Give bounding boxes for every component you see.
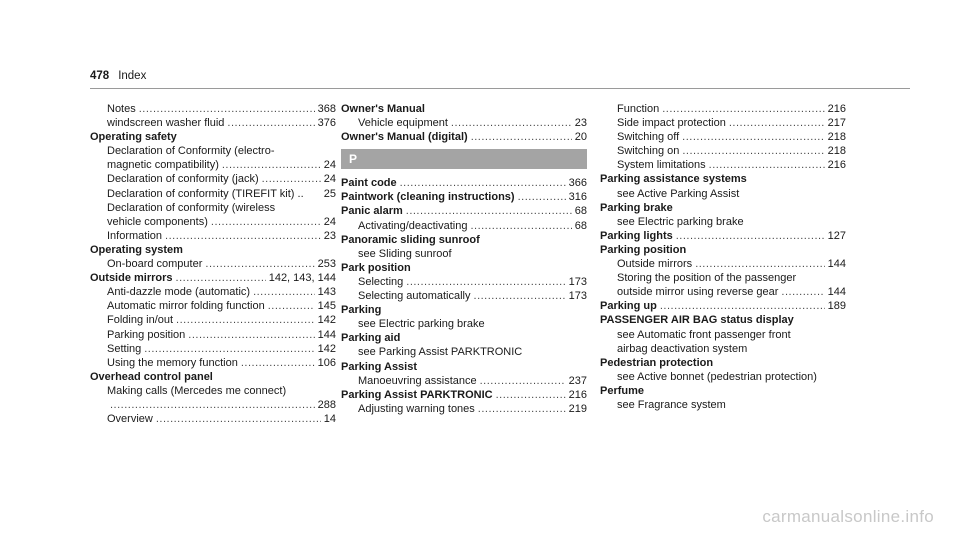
page-reference[interactable]: 24 bbox=[323, 215, 336, 228]
dot-leader bbox=[451, 116, 572, 130]
page-reference[interactable]: 218 bbox=[827, 145, 846, 158]
index-subentry bbox=[90, 398, 336, 412]
entry-text: see Electric parking brake bbox=[617, 215, 744, 228]
index-subentry bbox=[90, 412, 336, 426]
index-entry bbox=[600, 229, 846, 243]
dot-leader bbox=[139, 102, 315, 116]
page-reference[interactable]: 237 bbox=[568, 374, 587, 387]
entry-text: Panoramic sliding sunroof bbox=[341, 233, 480, 246]
entry-text: Storing the position of the passenger bbox=[617, 272, 797, 285]
index-entry bbox=[341, 204, 587, 218]
index-entry bbox=[341, 303, 587, 317]
index-subentry bbox=[90, 384, 336, 398]
entry-text: Owner's Manual bbox=[341, 103, 425, 115]
dot-leader bbox=[176, 313, 315, 327]
entry-text: Selecting automatically bbox=[358, 290, 471, 303]
entry-text: Paintwork (cleaning instructions) bbox=[341, 191, 515, 204]
index-subentry bbox=[90, 144, 336, 158]
dot-leader bbox=[496, 388, 566, 402]
page-reference[interactable]: 106 bbox=[317, 356, 336, 369]
dot-leader bbox=[478, 402, 566, 416]
dot-leader bbox=[262, 172, 321, 186]
page-reference[interactable]: 216 bbox=[827, 159, 846, 172]
index-entry bbox=[341, 388, 587, 402]
dot-leader bbox=[205, 257, 314, 271]
index-entry bbox=[341, 331, 587, 345]
dot-leader bbox=[480, 374, 566, 388]
page-number: 478 bbox=[90, 70, 110, 82]
index-entry bbox=[341, 233, 587, 247]
dot-leader bbox=[400, 176, 566, 190]
index-subentry bbox=[341, 402, 587, 416]
page-reference[interactable]: 143 bbox=[317, 286, 336, 299]
page-reference[interactable]: 68 bbox=[574, 205, 587, 218]
page-reference[interactable]: 288 bbox=[317, 398, 336, 411]
entry-text: Parking Assist PARKTRONIC bbox=[341, 388, 493, 401]
page-reference[interactable]: 173 bbox=[568, 290, 587, 303]
index-subentry bbox=[90, 299, 336, 313]
entry-text: Automatic mirror folding function bbox=[107, 300, 265, 313]
watermark: carmanualsonline.info bbox=[762, 507, 934, 526]
page-reference[interactable]: 14 bbox=[323, 413, 336, 426]
entry-text: Panic alarm bbox=[341, 205, 403, 218]
index-subentry bbox=[90, 313, 336, 327]
entry-text: Operating system bbox=[90, 243, 183, 256]
index-subentry bbox=[600, 215, 846, 229]
index-subentry bbox=[600, 144, 846, 158]
entry-text: see Parking Assist PARKTRONIC bbox=[358, 346, 523, 359]
entry-text: windscreen washer fluid bbox=[107, 117, 225, 130]
entry-text: Adjusting warning tones bbox=[358, 402, 475, 415]
dot-leader bbox=[729, 116, 825, 130]
index-subentry bbox=[600, 370, 846, 384]
page-reference[interactable]: 219 bbox=[568, 402, 587, 415]
dot-leader bbox=[781, 285, 824, 299]
index-subentry bbox=[341, 275, 587, 289]
dot-leader bbox=[676, 229, 825, 243]
page-reference[interactable]: 24 bbox=[323, 159, 336, 172]
entry-text: Declaration of conformity (wireless bbox=[107, 201, 276, 214]
page-reference[interactable]: 142 bbox=[317, 342, 336, 355]
entry-text: Setting bbox=[107, 342, 142, 355]
entry-text: see Active bonnet (pedestrian protection) bbox=[617, 370, 817, 383]
dot-leader bbox=[474, 289, 566, 303]
page-reference[interactable]: 217 bbox=[827, 117, 846, 130]
index-subentry bbox=[600, 102, 846, 116]
index-subentry bbox=[600, 271, 846, 285]
index-subentry bbox=[600, 116, 846, 130]
index-entry bbox=[90, 370, 336, 384]
dot-leader bbox=[695, 257, 824, 271]
index-subentry bbox=[341, 317, 587, 331]
dot-leader bbox=[662, 102, 824, 116]
entry-text: Owner's Manual (digital) bbox=[341, 131, 468, 144]
index-entry bbox=[90, 130, 336, 144]
dot-leader bbox=[188, 328, 314, 342]
index-subentry bbox=[341, 345, 587, 359]
index-subentry bbox=[90, 215, 336, 229]
entry-text: Declaration of conformity (TIREFIT kit) .. bbox=[107, 187, 304, 200]
entry-text: outside mirror using reverse gear bbox=[617, 286, 779, 299]
entry-text: Using the memory function bbox=[107, 356, 238, 369]
header-rule bbox=[90, 88, 910, 89]
page-reference[interactable]: 173 bbox=[568, 275, 587, 288]
dot-leader bbox=[176, 271, 266, 285]
entry-text: see Electric parking brake bbox=[358, 318, 485, 331]
index-entry bbox=[341, 102, 587, 116]
entry-text: Side impact protection bbox=[617, 117, 726, 130]
page-reference[interactable]: 189 bbox=[827, 300, 846, 313]
dot-leader bbox=[165, 229, 321, 243]
index-subentry bbox=[600, 328, 846, 342]
entry-text: see Fragrance system bbox=[617, 398, 726, 411]
index-subentry bbox=[600, 187, 846, 201]
entry-text: Parking position bbox=[600, 243, 687, 256]
index-subentry bbox=[341, 116, 587, 130]
entry-text: Declaration of Conformity (electro- bbox=[107, 145, 275, 158]
dot-leader bbox=[682, 144, 824, 158]
entry-text: Notes bbox=[107, 103, 136, 115]
index-subentry bbox=[600, 257, 846, 271]
entry-text: Declaration of conformity (jack) bbox=[107, 173, 259, 186]
dot-leader bbox=[660, 299, 825, 313]
page-reference[interactable]: 25 bbox=[323, 187, 336, 200]
page-reference[interactable]: 376 bbox=[317, 117, 336, 130]
index-subentry bbox=[600, 130, 846, 144]
page-reference[interactable]: 144 bbox=[827, 286, 846, 299]
entry-text: Operating safety bbox=[90, 131, 177, 144]
index-entry bbox=[600, 356, 846, 370]
index-entry bbox=[600, 243, 846, 257]
index-entry bbox=[600, 172, 846, 186]
index-subentry bbox=[90, 285, 336, 299]
page-reference[interactable]: 127 bbox=[827, 229, 846, 242]
entry-text: Parking brake bbox=[600, 201, 673, 214]
index-subentry bbox=[90, 257, 336, 271]
index-entry bbox=[341, 190, 587, 204]
index-subentry bbox=[341, 374, 587, 388]
entry-text: Anti-dazzle mode (automatic) bbox=[107, 286, 251, 299]
entry-text: vehicle components) bbox=[107, 215, 208, 228]
dot-leader bbox=[406, 275, 565, 289]
index-entry bbox=[90, 271, 336, 285]
dot-leader bbox=[241, 356, 315, 370]
dot-leader bbox=[222, 158, 321, 172]
index-subentry bbox=[90, 328, 336, 342]
entry-text: Outside mirrors bbox=[617, 258, 693, 271]
dot-leader bbox=[211, 215, 321, 229]
index-subentry bbox=[90, 356, 336, 370]
page-reference[interactable]: 253 bbox=[317, 258, 336, 271]
index-subentry bbox=[90, 102, 336, 116]
entry-text: Parking aid bbox=[341, 332, 401, 345]
index-subentry bbox=[90, 158, 336, 172]
index-entry bbox=[600, 299, 846, 313]
index-subentry bbox=[600, 158, 846, 172]
page-reference[interactable]: 23 bbox=[323, 229, 336, 242]
entry-text: Parking Assist bbox=[341, 360, 418, 373]
dot-leader bbox=[144, 342, 314, 356]
page-reference[interactable]: 366 bbox=[568, 177, 587, 190]
entry-text: Outside mirrors bbox=[90, 272, 173, 285]
index-subentry bbox=[90, 201, 336, 215]
entry-text: see Automatic front passenger front bbox=[617, 328, 791, 341]
page-reference[interactable]: 216 bbox=[827, 103, 846, 115]
letter-heading: P bbox=[341, 149, 587, 169]
entry-text: System limitations bbox=[617, 159, 706, 172]
page-reference[interactable]: 68 bbox=[574, 219, 587, 232]
entry-text: Parking bbox=[341, 304, 382, 317]
page-reference[interactable]: 142 bbox=[317, 314, 336, 327]
entry-text: Selecting bbox=[358, 275, 404, 288]
dot-leader bbox=[470, 219, 571, 233]
index-subentry bbox=[90, 342, 336, 356]
index-entry bbox=[341, 130, 587, 144]
page-reference[interactable]: 24 bbox=[323, 173, 336, 186]
dot-leader bbox=[227, 116, 314, 130]
entry-text: airbag deactivation system bbox=[617, 342, 748, 355]
page-reference[interactable]: 144 bbox=[317, 328, 336, 341]
dot-leader bbox=[253, 285, 315, 299]
index-subentry bbox=[341, 289, 587, 303]
entry-text: Manoeuvring assistance bbox=[358, 374, 477, 387]
entry-text: Making calls (Mercedes me connect) bbox=[107, 384, 287, 397]
dot-leader bbox=[110, 398, 315, 412]
page-reference[interactable]: 20 bbox=[574, 131, 587, 144]
entry-text: PASSENGER AIR BAG status display bbox=[600, 314, 794, 327]
index-entry bbox=[341, 261, 587, 275]
index-entry bbox=[600, 384, 846, 398]
index-subentry bbox=[90, 187, 336, 201]
index-subentry bbox=[90, 116, 336, 130]
dot-leader bbox=[471, 130, 572, 144]
entry-text: Parking assistance systems bbox=[600, 173, 747, 186]
index-subentry bbox=[600, 285, 846, 299]
page-reference[interactable]: 218 bbox=[827, 131, 846, 144]
index-entry bbox=[600, 313, 846, 327]
index-entry bbox=[90, 243, 336, 257]
entry-text: Function bbox=[617, 103, 660, 115]
entry-text: see Active Parking Assist bbox=[617, 187, 740, 200]
page-reference[interactable]: 142, 143, 144 bbox=[268, 272, 336, 285]
entry-text: Vehicle equipment bbox=[358, 117, 448, 130]
index-column-3 bbox=[600, 102, 846, 412]
page-reference[interactable]: 145 bbox=[317, 300, 336, 313]
dot-leader bbox=[156, 412, 321, 426]
entry-text: Parking position bbox=[107, 328, 186, 341]
index-entry bbox=[341, 176, 587, 190]
entry-text: Park position bbox=[341, 261, 411, 274]
entry-text: Parking lights bbox=[600, 229, 673, 242]
entry-text: Perfume bbox=[600, 384, 645, 397]
index-column-1 bbox=[90, 102, 336, 426]
index-entry bbox=[600, 201, 846, 215]
entry-text: Switching off bbox=[617, 131, 680, 144]
dot-leader bbox=[268, 299, 315, 313]
dot-leader bbox=[406, 204, 572, 218]
entry-text: see Sliding sunroof bbox=[358, 247, 452, 260]
index-subentry bbox=[600, 342, 846, 356]
entry-text: Switching on bbox=[617, 145, 680, 158]
index-subentry bbox=[341, 247, 587, 261]
index-subentry bbox=[341, 219, 587, 233]
page-reference[interactable]: 23 bbox=[574, 117, 587, 130]
entry-text: Pedestrian protection bbox=[600, 356, 714, 369]
index-subentry bbox=[90, 229, 336, 243]
entry-text: magnetic compatibility) bbox=[107, 159, 219, 172]
entry-text: Paint code bbox=[341, 177, 397, 190]
dot-leader bbox=[682, 130, 824, 144]
entry-text: Folding in/out bbox=[107, 314, 174, 327]
dot-leader bbox=[518, 190, 566, 204]
entry-text: Activating/deactivating bbox=[358, 219, 468, 232]
page-header bbox=[90, 70, 146, 82]
entry-text: Parking up bbox=[600, 300, 657, 313]
index-subentry bbox=[90, 172, 336, 186]
entry-text: On-board computer bbox=[107, 258, 203, 271]
page-reference[interactable]: 316 bbox=[568, 191, 587, 204]
index-entry bbox=[341, 360, 587, 374]
entry-text: Overhead control panel bbox=[90, 370, 213, 383]
entry-text: Information bbox=[107, 229, 163, 242]
entry-text: Overview bbox=[107, 413, 153, 426]
dot-leader bbox=[709, 158, 825, 172]
page-reference[interactable]: 216 bbox=[568, 388, 587, 401]
page-reference[interactable]: 144 bbox=[827, 258, 846, 271]
section-title: Index bbox=[118, 70, 147, 82]
page-reference[interactable]: 368 bbox=[317, 103, 336, 115]
index-subentry bbox=[600, 398, 846, 412]
index-column-2 bbox=[341, 102, 587, 416]
